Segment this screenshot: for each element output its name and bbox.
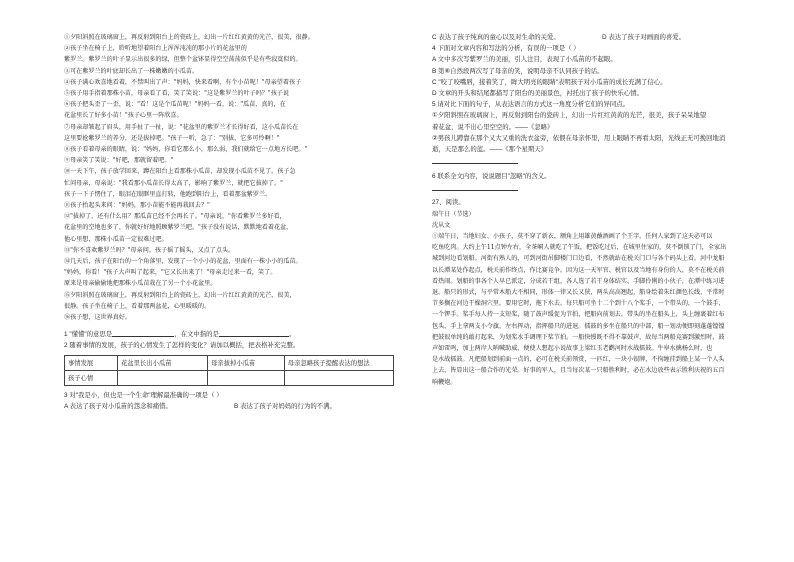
question-5-sentence-1: ①夕阳斜照在玻璃窗上，再反射到阳台的瓷砖上，幻出一片红红黄黄的光芒，很美，孩子呆呆地望 bbox=[432, 112, 707, 120]
passage-line: 孩子一下子愣住了，眼泪在眼眶里直打转，他跑到阳台上，看着那盆紫罗兰。 bbox=[64, 190, 272, 198]
passage-line: "妈妈，你看！"孩子大声叫了起来，"它又长出来了！"母亲走过来一看，笑了。 bbox=[64, 269, 277, 277]
question-5: 5 请对比下面的句子，从表达语言的方式这一角度分析它们的异同点。 bbox=[432, 101, 630, 109]
passage-line: ⑧孩子看着母亲的眼睛，说："妈妈，你看它那么小，那么弱，我们就给它一点地方长吧。" bbox=[64, 146, 308, 154]
passage-line: 以长潭某处作起点，税关前作终点，作比赛竞争。因为这一天军官、税官以及当地有身份的人，莫不在税关前 bbox=[432, 266, 725, 274]
passage-line: 一个锣手。桨手每人持一支短桨，随了鼓声缓促为节拍，把船向前划去。带头的坐在船头上，头上缠裹着红布 bbox=[432, 311, 725, 319]
passage-line: 声如雷鸣，加上两岸人呐喊助威，便使人想起小说故事上梁红玉老鹳河时水战擂鼓。牛皋水擒杨么时，也 bbox=[432, 345, 713, 353]
table-answer-cell[interactable] bbox=[284, 370, 393, 385]
passage-line: ⑯孩子想，这世界真好。 bbox=[64, 314, 132, 322]
question-4: 4 下面对文章内容和写法的分析，有误的一项是（ ） bbox=[432, 45, 580, 53]
question-3-options-cd bbox=[432, 32, 760, 43]
passage-line: 原来是母亲偷偷地把那株小瓜苗栽在了另一个小花盆里。 bbox=[64, 280, 217, 288]
table-header-cell: 事情发展 bbox=[65, 355, 118, 370]
question-5-sentence-1-cont: 着花盆，说不出心里空空的。——《忽略》 bbox=[432, 123, 554, 131]
passage-line: ⑥孩子把头歪了一歪，说："看！这是个瓜苗呢！"妈妈一看，说："瓜苗，真的，在 bbox=[64, 101, 286, 109]
table-header-row bbox=[65, 355, 394, 370]
question-6: 6 联系全文内容，说说题目"忽略"的含义。 bbox=[432, 173, 551, 181]
reading-passage-right bbox=[432, 231, 760, 388]
passage-line: 花盆里长了好多小苗！"孩子心里一阵欣喜。 bbox=[64, 112, 183, 120]
question-3: 3 对"我是小，但也是一个生命"理解最准确的一项是（ ） bbox=[64, 391, 223, 399]
question-5-sentence-2-cont: 逝，天是那么的蓝。——《那个星期天》 bbox=[432, 146, 548, 154]
table-header-cell: 花盆里长出小瓜苗 bbox=[118, 355, 208, 370]
option-3b[interactable]: B 表达了孩子对妈妈的行为的不满。 bbox=[234, 402, 336, 410]
option-4a[interactable]: A 文中多次写紫罗兰的美丽，引人注目，表现了小瓜苗的不起眼。 bbox=[432, 56, 617, 64]
passage-line: ⑮夕阳斜照在玻璃窗上，再反射到阳台上的瓷砖上，幻出一片红红黄黄的光芒，很美， bbox=[64, 291, 296, 299]
passage-line: ③可在紫罗兰的叶底却长出了一株嫩嫩的小瓜苗。 bbox=[64, 67, 199, 75]
passage-line: ⑭几天后，孩子在阳台的一个角落里，发现了一个小小的花盆，里面有一株小小的瓜苗。 bbox=[64, 258, 302, 266]
passage-author: 沈从文 bbox=[432, 221, 451, 229]
passage-line: ⑦母亲却皱起了眉头，用手扯了一扯，说："花盆里的紫罗兰才长得好看，这小瓜苗长在 bbox=[64, 123, 299, 131]
option-3c[interactable]: C 表达了孩子纯真的童心以及对生命的关爱。 bbox=[432, 34, 560, 41]
question-5-sentence-2: ②男孩儿蹲靠在那个又大又重的洗衣盆旁，依偎在母亲怀里，用上眼睛不再看太阳，光线正无可挽回地消 bbox=[432, 134, 726, 142]
mood-table bbox=[64, 355, 394, 386]
question-2: 2 随着事情的发展，孩子的心情发生了怎样的变化？请加以概括，把表格补充完整。 bbox=[64, 342, 300, 350]
passage-line: ⑩一天下午，孩子放学回来，蹲在阳台上看那株小瓜苗，却发现小瓜苗不见了。孩子急 bbox=[64, 168, 296, 176]
passage-line: ①夕阳斜照在玻璃窗上，再反射到阳台上的瓷砖上，幻出一片红红黄黄的光芒，很美，很静。 bbox=[64, 34, 314, 41]
passage-line: 这里要抢紫罗兰的养分，还是拔掉吧。"孩子一听，急了："别拔，它多可怜啊！" bbox=[64, 134, 280, 142]
right-column bbox=[432, 32, 760, 388]
passage-line: ⑪孩子抬起头来问："妈妈，那小苗能不能再栽回去？" bbox=[64, 202, 210, 210]
passage-line: ⑫"拔掉了，还有什么用？那瓜苗已经不会再长了。"母亲说，"你看紫罗兰多好看， bbox=[64, 213, 286, 221]
passage-line: 吃鱼吃肉。大约上午11点钟左右，全茶峒人就吃了午饭，把饭吃过后，在城里住家的，莫不倒锁了门，全家出 bbox=[432, 244, 727, 252]
answer-line-5[interactable] bbox=[432, 155, 518, 164]
passage-line: 他心里想，那株小瓜苗一定很难过吧。 bbox=[64, 235, 168, 243]
option-4c[interactable]: C "咬了咬嘴唇，接着笑了，眸大明亮的眼睛"表明孩子对小瓜苗的成长充满了信心。 bbox=[432, 78, 667, 86]
passage-title: 端午日（节选） bbox=[432, 210, 475, 218]
table-answer-cell[interactable] bbox=[208, 370, 285, 385]
passage-line: ④孩子满心欢喜地看着，不禁叫出了声："妈妈，快来看啊，有个小苗呢！"母亲望着孩子 bbox=[64, 78, 302, 86]
passage-line: 节多搁在河边干燥洞穴里，要用它时，拖下水去。每只船可坐十二个到十八个桨手，一个带头的，一个鼓手， bbox=[432, 300, 725, 308]
passage-line: 包头，手上拿两支小令旗，左右挥动，指挥船只的进退。擂鼓的多坐在船只的中部，船一划动便即刻蓬蓬镗镗 bbox=[432, 322, 725, 330]
passage-line: 看热闹。划船的事各个人早已派定，分成若干组，各人选了若干身体结实、手脚伶俐的小伙子，在潭中练习进 bbox=[432, 277, 725, 285]
option-3a[interactable]: A 表达了孩子对小瓜苗的怨念和痛惜。 bbox=[64, 402, 172, 410]
passage-line: ⑨母亲笑了笑说："好吧，那就留着吧。" bbox=[64, 157, 174, 165]
answer-blank-1b[interactable] bbox=[219, 330, 289, 337]
table-answer-cell[interactable] bbox=[118, 370, 208, 385]
passage-line: 响鞭炮。 bbox=[432, 378, 457, 386]
answer-blank-1a[interactable] bbox=[112, 330, 174, 337]
table-row-label: 孩子心情 bbox=[65, 370, 118, 385]
option-3d[interactable]: D 表达了孩子对画面的喜爱。 bbox=[602, 34, 686, 41]
passage-line: 是水战擂鼓。凡把船划到前面一点的，必可在税关前领赏，一匹红，一块小银牌，不拘缠挂到船上某一个人头 bbox=[432, 356, 725, 364]
passage-line: 把鼓很单纯的敲打起来，为划桨水手调理下桨节拍。一船快慢既不得不靠鼓声，故每当两船竞赛到激烈时，鼓 bbox=[432, 333, 725, 341]
option-4d[interactable]: D 文章的开头和结尾都描写了阳台的美丽景色，衬托出了孩子的快乐心情。 bbox=[432, 90, 643, 98]
passage-line: 很静。孩子坐在椅子上，看着那两盆花，心里暖暖的。 bbox=[64, 302, 211, 310]
table-header-cell: 母亲拔掉小瓜苗 bbox=[208, 355, 285, 370]
table-row bbox=[65, 370, 394, 385]
section-27-heading: 27、阅读。 bbox=[432, 199, 465, 207]
passage-line: ②孩子坐在椅子上，聆听地望着阳台上浑浑沌沌的那小片的花盆里的 bbox=[64, 45, 247, 53]
option-4b[interactable]: B 第⑧自然段两次写了母亲的笑，说明母亲不认同孩子的话。 bbox=[432, 67, 604, 75]
passage-line: 上去，皆显出这一船合作的光荣。好事的军人，且当每次某一只船胜利时，必在水边放些表示胜利庆祝的五百 bbox=[432, 367, 725, 375]
passage-line: 城到河边看划船。河街有熟人的，可到河街吊脚楼门口边看，不然就站在税关门口与各个码头上看。河中龙船 bbox=[432, 255, 725, 263]
reading-passage-left bbox=[64, 32, 394, 323]
question-3-options-ab bbox=[64, 401, 394, 412]
passage-line: ⑬"你不喜欢紫罗兰吗？"母亲问。孩子摇了摇头，又点了点头。 bbox=[64, 246, 235, 254]
passage-line: ①端午日，当地妇女、小孩子，莫不穿了新衣，额角上用雄黄蘸酒画了个王字。任何人家到了这天必可以 bbox=[432, 233, 713, 241]
table-header-cell: 母亲忽略孩子提醒表达的想法 bbox=[284, 355, 393, 370]
left-column bbox=[64, 32, 394, 412]
answer-line-6[interactable] bbox=[432, 182, 518, 191]
passage-line: 花盆里的空地也多了，你就好好地照顾紫罗兰吧。"孩子没有说话，默默地看着花盆， bbox=[64, 224, 293, 232]
question-1: 1 "懂懂"的意思是 ，在文中指的是 。 bbox=[64, 331, 296, 339]
passage-line: 紫罗兰。紫罗兰的叶子显示出很多的绿，但整个盆钵显得空空荡荡似乎是有些寂寞似的。 bbox=[64, 56, 302, 64]
passage-line: 忙问母亲，母亲说："我看那小瓜苗长得太高了，影响了紫罗兰，就把它拔掉了。" bbox=[64, 179, 283, 187]
passage-line: ⑤孩子用手指着那株小苗，母亲看了看，笑了笑说："这是紫罗兰的叶子吗？"孩子说 bbox=[64, 90, 289, 98]
passage-line: 退。船只的形式，与平常木船大不相同，形体一律又长又狭，两头高高翘起，船身绘着朱红颜色长线，平常时 bbox=[432, 289, 725, 297]
